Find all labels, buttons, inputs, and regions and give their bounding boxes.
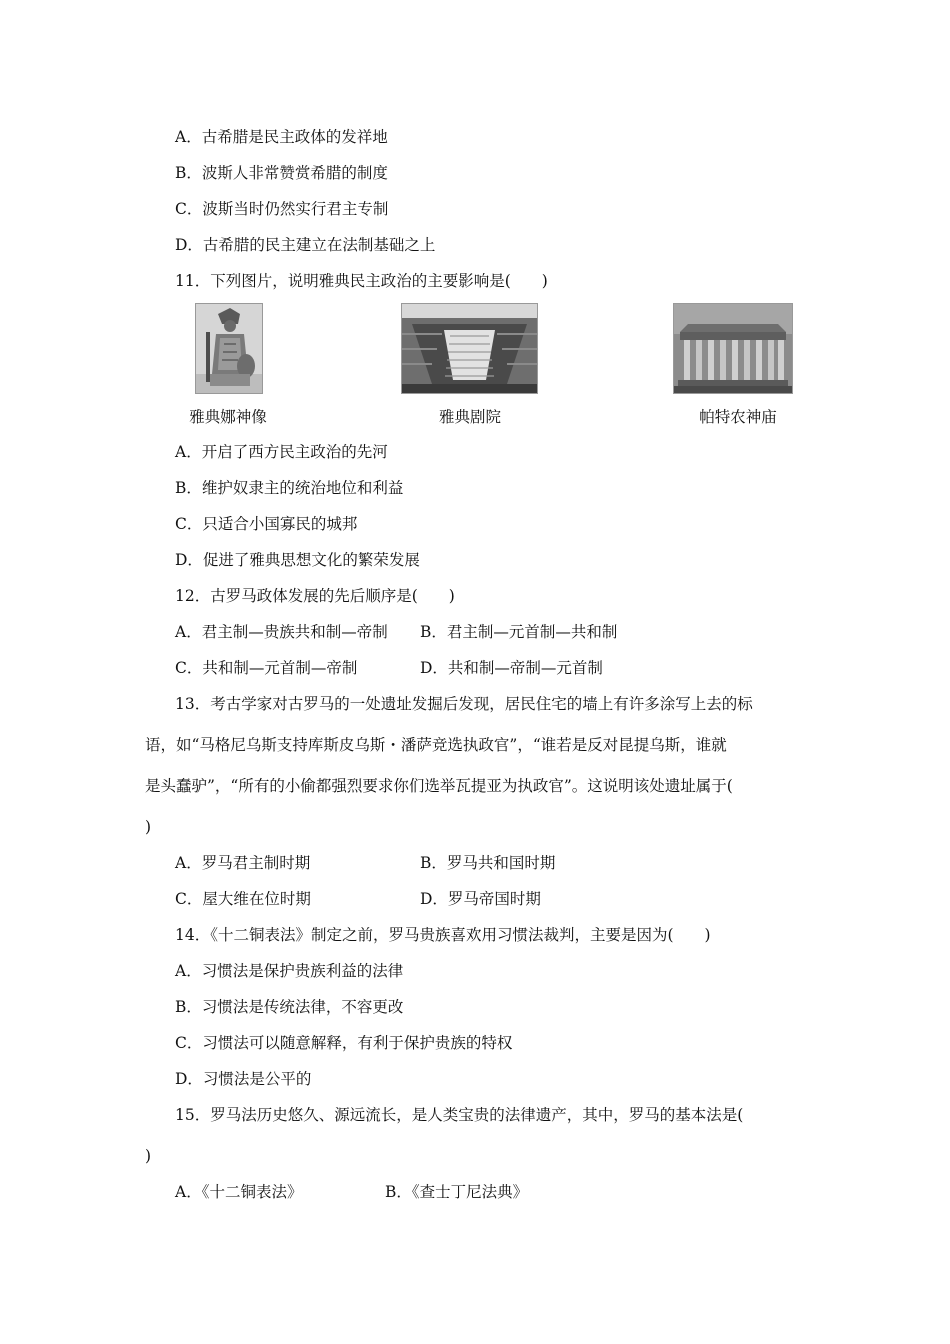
- q13-option-a: A．罗马君主制时期: [175, 854, 311, 872]
- q13-stem-line4: ): [145, 818, 152, 836]
- q15-stem-line2: ): [145, 1147, 152, 1165]
- q13-option-d: D．罗马帝国时期: [420, 890, 541, 908]
- q12-option-c: C．共和制—元首制—帝制: [175, 659, 358, 677]
- q12-option-d: D．共和制—帝制—元首制: [420, 659, 603, 677]
- q15-option-b: B．《查士丁尼法典》: [385, 1183, 529, 1201]
- q14-option-a: A．习惯法是保护贵族利益的法律: [175, 962, 404, 980]
- q15-stem-line1: 15．罗马法历史悠久、源远流长，是人类宝贵的法律遗产，其中，罗马的基本法是(: [175, 1106, 744, 1124]
- q14-option-c: C．习惯法可以随意解释，有利于保护贵族的特权: [175, 1034, 513, 1052]
- athens-theatre-icon: [402, 304, 537, 393]
- q12-option-b: B．君主制—元首制—共和制: [420, 623, 618, 641]
- q11-option-d: D．促进了雅典思想文化的繁荣发展: [175, 551, 420, 569]
- athena-statue-photo: [195, 303, 263, 394]
- q13-option-b: B．罗马共和国时期: [420, 854, 556, 872]
- q10-option-a: A．古希腊是民主政体的发祥地: [175, 128, 388, 146]
- q13-option-c: C．屋大维在位时期: [175, 890, 311, 908]
- q14-option-b: B．习惯法是传统法律，不容更改: [175, 998, 404, 1016]
- q12-option-a: A．君主制—贵族共和制—帝制: [175, 623, 388, 641]
- parthenon-caption: 帕特农神庙: [699, 408, 777, 426]
- athens-theatre-photo: [401, 303, 538, 394]
- q12-stem: 12．古罗马政体发展的先后顺序是( ): [175, 587, 455, 605]
- q11-option-c: C．只适合小国寡民的城邦: [175, 515, 358, 533]
- athena-statue-caption: 雅典娜神像: [189, 408, 267, 426]
- q14-stem: 14．《十二铜表法》制定之前，罗马贵族喜欢用习惯法裁判，主要是因为( ): [175, 926, 711, 944]
- athena-statue-icon: [196, 304, 262, 393]
- athens-theatre-caption: 雅典剧院: [438, 408, 501, 426]
- q11-stem: 11．下列图片，说明雅典民主政治的主要影响是( ): [175, 272, 548, 290]
- q10-option-d: D．古希腊的民主建立在法制基础之上: [175, 236, 436, 254]
- q10-option-c: C．波斯当时仍然实行君主专制: [175, 200, 389, 218]
- q14-option-d: D．习惯法是公平的: [175, 1070, 312, 1088]
- parthenon-photo: [673, 303, 793, 394]
- parthenon-icon: [674, 304, 792, 393]
- q13-stem-line1: 13．考古学家对古罗马的一处遗址发掘后发现，居民住宅的墙上有许多涂写上去的标: [175, 695, 753, 713]
- q13-stem-line2: 语，如“马格尼乌斯支持库斯皮乌斯・潘萨竞选执政官”，“谁若是反对昆提乌斯，谁就: [145, 736, 727, 754]
- q10-option-b: B．波斯人非常赞赏希腊的制度: [175, 164, 388, 182]
- q11-option-a: A．开启了西方民主政治的先河: [175, 443, 388, 461]
- q15-option-a: A．《十二铜表法》: [175, 1183, 303, 1201]
- q11-option-b: B．维护奴隶主的统治地位和利益: [175, 479, 404, 497]
- q13-stem-line3: 是头蠢驴”，“所有的小偷都强烈要求你们选举瓦提亚为执政官”。这说明该处遗址属于(: [145, 777, 733, 795]
